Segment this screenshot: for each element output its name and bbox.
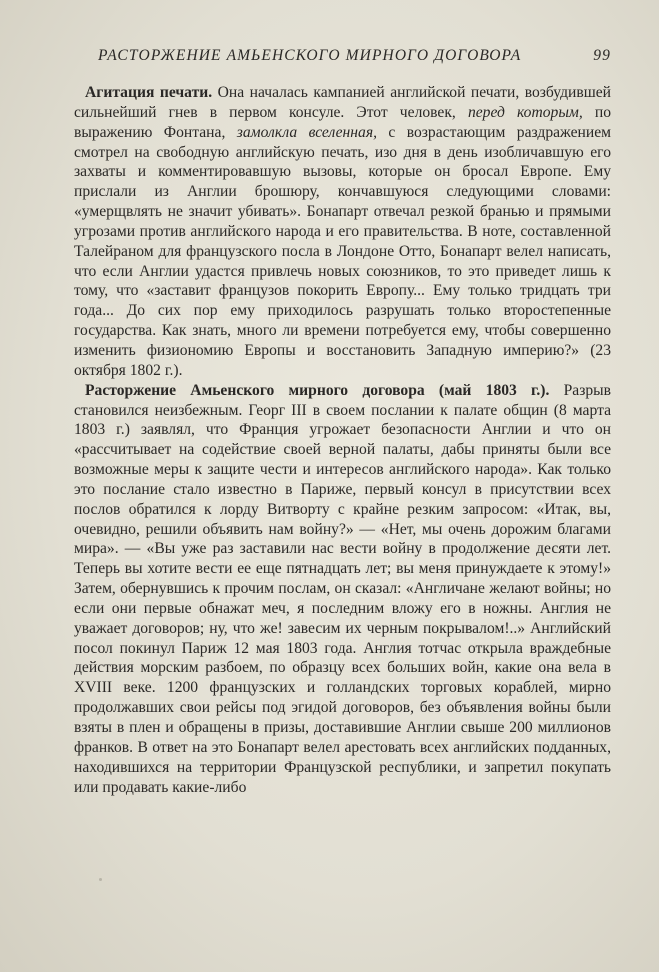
italic-quote: перед которым, [467, 103, 583, 121]
paragraph-treaty-rupture [74, 381, 611, 798]
heading-press-agitation: Агитация печати. [85, 84, 213, 101]
paragraph-text: по выражению Фонтана, [74, 103, 612, 141]
italic-quote: замолкла вселенная, [236, 123, 377, 141]
paragraph-press-agitation [74, 83, 611, 381]
page-number: 99 [593, 47, 611, 64]
heading-treaty-rupture: Расторжение Амьенского мирного договора (май 1803 г.). [85, 381, 550, 399]
running-head [74, 47, 611, 65]
paragraph-text: Она началась кампанией английской печати, возбудившей сильнейший гнев в первом консуле. Этот человек, [74, 84, 612, 121]
running-head-title: РАСТОРЖЕНИЕ АМЬЕНСКОГО МИРНОГО ДОГОВОРА [98, 47, 522, 64]
paragraph-text: Разрыв становился неизбежным. Георг III в своем послании к палате общин (8 марта 1803 г.) заявлял, что Франция угрожает безопасности Англии и что он «рассчитывает на содействие своей верной палаты, дабы приняты были все возможные меры к защите чести и интересов английского народа». Как только это послание стало известно в Париже, первый консул в присутствии всех послов обратился к лорду Витворту с крайне резким запросом: «Итак, вы, очевидно, решили объявить нам войну?» — «Нет, мы очень дорожим благами мира». — «Вы уже раз заставили нас вести войну в продолжение десяти лет. Теперь вы хотите вести ее еще пятнадцать лет; вы меня принуждаете к этому!» Затем, обернувшись к прочим послам, он сказал: «Англичане желают войны; но если они первые обнажат меч, я последним вложу его в ножны. Англия не уважает договоров; ну, что же! завесим их черным покрывалом!..» Английский посол покинул Париж 12 мая 1803 года. Англия тотчас открыла враждебные действия морским разбоем, по образцу всех больших войн, какие она вела в XVIII веке. 1200 французских и голландских торговых кораблей, мирно продолжавших свои рейсы под эгидой договоров, без объявления войны были взяты в плен и обращены в призы, доставившие Англии свыше 200 миллионов франков. В ответ на это Бонапарт велел арестовать всех английских подданных, находившихся на территории Французской республики, и запретил покупать или продавать какие-либо [74, 381, 611, 796]
paper-speck [99, 878, 102, 881]
paragraph-text: с возрастающим раздражением смотрел на свободную английскую печать, изо дня в день изобличавшую его захваты и комментировавшую вызовы, которые он бросал Европе. Ему прислали из Англии брошюру, кончавшуюся следующими словами: «умерщвлять не значит убивать». Бонапарт отвечал резкой бранью и прямыми угрозами против английского народа и его правительства. В ноте, составленной Талейраном для французского посла в Лондоне Отто, Бонапарт велел написать, что если Англии удастся привлечь новых союзников, то это приведет лишь к тому, что «заставит французов покорить Европу... Ему только тридцать три года... До сих пор ему приходилось разрушать только второстепенные государства. Как знать, много ли времени потребуется ему, чтобы совершенно изменить физиономию Европы и восстановить Западную империю?» (23 октября 1802 г.). [74, 123, 612, 379]
